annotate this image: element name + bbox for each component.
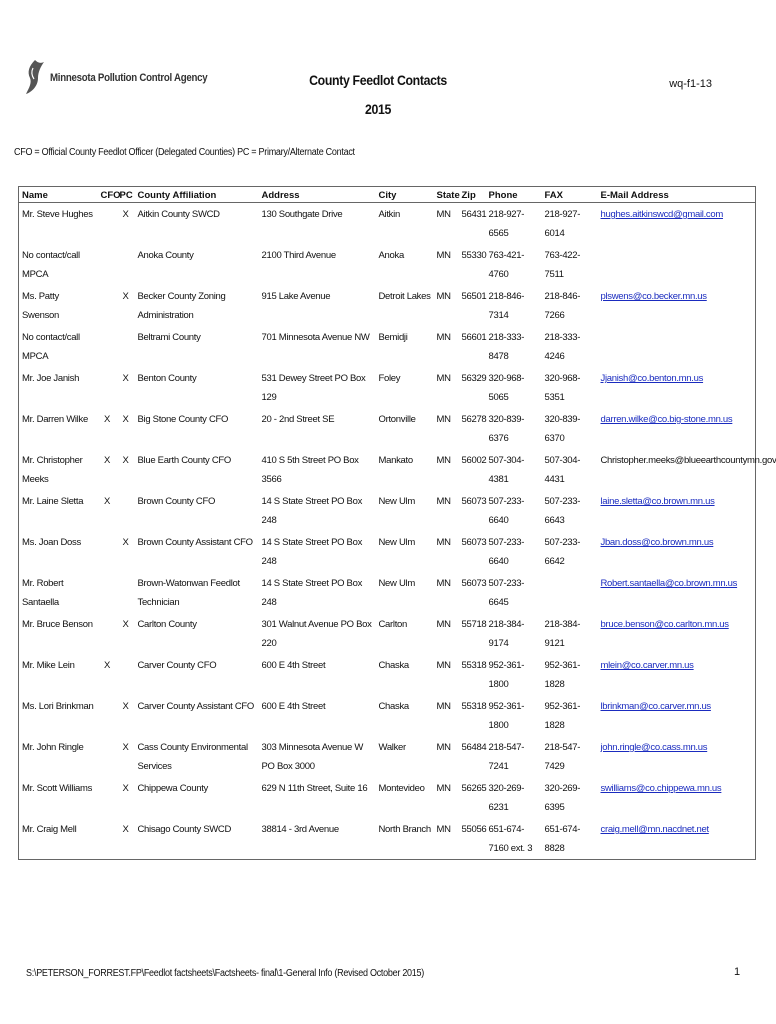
email-link[interactable]: john.ringle@co.cass.mn.us	[600, 742, 708, 753]
state: MN	[436, 250, 451, 261]
contact-name: Ms. Joan Doss	[22, 537, 81, 548]
county-affiliation: Chisago County SWCD	[137, 824, 232, 835]
table-header-row	[19, 187, 756, 203]
email-link[interactable]: lbrinkman@co.carver.mn.us	[600, 701, 711, 712]
fax: 218-333-4246	[544, 332, 581, 362]
state: MN	[436, 824, 451, 835]
email-address	[598, 203, 756, 245]
cfo-flag: X	[103, 496, 111, 507]
email-link[interactable]: bruce.benson@co.carlton.mn.us	[600, 619, 729, 630]
contact-name: Mr. Laine Sletta	[22, 496, 84, 507]
pc-flag: X	[122, 824, 129, 835]
state: MN	[436, 209, 451, 220]
email-address	[598, 408, 756, 449]
county-affiliation: Brown County CFO	[137, 496, 216, 507]
table-row	[19, 367, 756, 408]
phone: 651-674-7160 ext. 3	[488, 824, 533, 854]
pc-flag: X	[122, 455, 129, 466]
email-link[interactable]: Jjanish@co.benton.mn.us	[600, 373, 704, 384]
cfo-flag: X	[103, 660, 111, 671]
address: 600 E 4th Street	[261, 701, 326, 712]
address: 410 S 5th Street PO Box 3566	[261, 455, 359, 485]
zip: 55318	[461, 701, 487, 712]
fax: 320-839-6370	[544, 414, 581, 444]
city: Chaska	[378, 660, 409, 671]
cfo-flag	[98, 736, 117, 777]
city: Montevideo	[378, 783, 425, 794]
county-affiliation: Carver County CFO	[137, 660, 217, 671]
email-link[interactable]: mlein@co.carver.mn.us	[600, 660, 694, 671]
phone: 320-839-6376	[488, 414, 525, 444]
table-row	[19, 695, 756, 736]
zip: 56431	[461, 209, 487, 220]
city: Ortonville	[378, 414, 416, 425]
mpca-logo-icon	[24, 58, 46, 98]
zip: 55056	[461, 824, 487, 835]
table-row	[19, 654, 756, 695]
cfo-flag	[98, 285, 117, 326]
email-address	[598, 285, 756, 326]
phone: 218-547-7241	[488, 742, 525, 772]
email-link[interactable]: darren.wilke@co.big-stone.mn.us	[600, 414, 733, 425]
phone: 952-361-1800	[488, 660, 525, 690]
email-link[interactable]: swilliams@co.chippewa.mn.us	[600, 783, 722, 794]
address: 701 Minnesota Avenue NW	[261, 332, 370, 343]
state: MN	[436, 373, 451, 384]
county-affiliation: Brown County Assistant CFO	[137, 537, 253, 548]
fax: 507-233-6643	[544, 496, 581, 526]
pc-flag: X	[122, 414, 129, 425]
state: MN	[436, 578, 451, 589]
pc-flag	[117, 490, 135, 531]
address: 130 Southgate Drive	[261, 209, 343, 220]
zip: 56329	[461, 373, 487, 384]
email-link[interactable]: Robert.santaella@co.brown.mn.us	[600, 578, 738, 589]
email-link[interactable]: Jban.doss@co.brown.mn.us	[600, 537, 714, 548]
address: 2100 Third Avenue	[261, 250, 336, 261]
zip: 56073	[461, 537, 487, 548]
county-affiliation: Becker County Zoning Administration	[137, 291, 226, 321]
email-address	[598, 613, 756, 654]
column-header: County Affiliation	[135, 187, 259, 203]
fax: 320-968-5351	[544, 373, 581, 403]
state: MN	[436, 455, 451, 466]
agency-name: Minnesota Pollution Control Agency	[50, 72, 208, 84]
address: 915 Lake Avenue	[261, 291, 331, 302]
column-header: State	[434, 187, 459, 203]
contact-name: Mr. Mike Lein	[22, 660, 75, 671]
zip: 55718	[461, 619, 487, 630]
contact-name: Ms. Lori Brinkman	[22, 701, 94, 712]
phone: 507-233-6645	[488, 578, 525, 608]
fax: 952-361-1828	[544, 701, 581, 731]
fax: 763-422-7511	[544, 250, 581, 280]
zip: 56265	[461, 783, 487, 794]
email-address	[598, 777, 756, 818]
email-address	[598, 244, 756, 285]
pc-flag	[117, 654, 135, 695]
email-address	[598, 449, 776, 490]
cfo-flag	[98, 695, 117, 736]
pc-flag	[117, 572, 135, 613]
phone: 218-846-7314	[488, 291, 525, 321]
cfo-flag	[98, 818, 117, 860]
fax: 218-547-7429	[544, 742, 581, 772]
phone: 218-927-6565	[488, 209, 525, 239]
table-row	[19, 244, 756, 285]
title-line: County Feedlot Contacts	[309, 72, 447, 88]
state: MN	[436, 414, 451, 425]
state: MN	[436, 619, 451, 630]
table-row	[19, 531, 756, 572]
fax: 218-927-6014	[544, 209, 581, 239]
city: Foley	[378, 373, 401, 384]
column-header: FAX	[542, 187, 598, 203]
address: 303 Minnesota Avenue W PO Box 3000	[261, 742, 363, 772]
fax: 651-674-8828	[544, 824, 581, 854]
city: New Ulm	[378, 578, 415, 589]
cfo-flag	[98, 613, 117, 654]
zip: 56073	[461, 578, 487, 589]
page-number: 1	[734, 966, 741, 978]
column-header: Name	[19, 187, 98, 203]
county-affiliation: Carlton County	[137, 619, 197, 630]
email-address	[598, 572, 756, 613]
state: MN	[436, 660, 451, 671]
county-affiliation: Cass County Environmental Services	[137, 742, 248, 772]
zip: 56501	[461, 291, 487, 302]
state: MN	[436, 291, 451, 302]
email-address	[598, 326, 756, 367]
pc-flag: X	[122, 619, 129, 630]
phone: 320-269-6231	[488, 783, 525, 813]
city: Anoka	[378, 250, 404, 261]
table-row	[19, 777, 756, 818]
contact-name: Mr. Robert Santaella	[22, 578, 64, 608]
county-affiliation: Blue Earth County CFO	[137, 455, 231, 466]
address: 14 S State Street PO Box 248	[261, 496, 363, 526]
zip: 56073	[461, 496, 487, 507]
phone: 218-384-9174	[488, 619, 525, 649]
email-link[interactable]: hughes.aitkinswcd@gmail.com	[600, 209, 723, 220]
table-row	[19, 285, 756, 326]
title-year: 2015	[364, 101, 391, 117]
pc-flag: X	[122, 209, 129, 220]
contact-name: Mr. Craig Mell	[22, 824, 77, 835]
pc-flag	[117, 326, 135, 367]
column-header: CFO	[98, 187, 117, 203]
pc-flag: X	[122, 291, 129, 302]
city: New Ulm	[378, 496, 415, 507]
table-row	[19, 326, 756, 367]
address: 600 E 4th Street	[261, 660, 326, 671]
state: MN	[436, 742, 451, 753]
county-affiliation: Anoka County	[137, 250, 194, 261]
cfo-flag	[98, 203, 117, 245]
column-header: PC	[117, 187, 135, 203]
fax	[542, 572, 598, 613]
email-address	[598, 531, 756, 572]
zip: 56601	[461, 332, 487, 343]
cfo-flag	[98, 244, 117, 285]
email-link[interactable]: plswens@co.becker.mn.us	[600, 291, 707, 302]
email-link[interactable]: Christopher.meeks@blueearthcountymn.gov	[600, 455, 776, 466]
cfo-flag	[98, 531, 117, 572]
contacts-table	[18, 186, 776, 860]
phone: 763-421-4760	[488, 250, 525, 280]
abbreviation-legend: CFO = Official County Feedlot Officer (Delegated Counties) PC = Primary/Alternate Contact	[14, 147, 355, 158]
cfo-flag	[98, 777, 117, 818]
table-row	[19, 736, 756, 777]
email-link[interactable]: craig.mell@mn.nacdnet.net	[600, 824, 709, 835]
table-row	[19, 818, 756, 860]
email-address	[598, 818, 756, 860]
state: MN	[436, 783, 451, 794]
table-row	[19, 408, 756, 449]
email-address	[598, 736, 756, 777]
pc-flag: X	[122, 537, 129, 548]
county-affiliation: Beltrami County	[137, 332, 201, 343]
county-affiliation: Benton County	[137, 373, 197, 384]
county-affiliation: Brown-Watonwan Feedlot Technician	[137, 578, 240, 608]
city: New Ulm	[378, 537, 415, 548]
phone: 218-333-8478	[488, 332, 525, 362]
email-link[interactable]: laine.sletta@co.brown.mn.us	[600, 496, 715, 507]
county-affiliation: Aitkin County SWCD	[137, 209, 220, 220]
fax: 218-384-9121	[544, 619, 581, 649]
county-affiliation: Carver County Assistant CFO	[137, 701, 254, 712]
agency-logo	[24, 58, 229, 98]
contact-name: Mr. John Ringle	[22, 742, 84, 753]
zip: 55318	[461, 660, 487, 671]
cfo-flag	[98, 367, 117, 408]
email-address	[598, 490, 756, 531]
fax: 952-361-1828	[544, 660, 581, 690]
column-header: City	[376, 187, 434, 203]
phone: 507-233-6640	[488, 496, 525, 526]
city: Walker	[378, 742, 406, 753]
pc-flag	[117, 244, 135, 285]
city: Detroit Lakes	[378, 291, 431, 302]
table-row	[19, 490, 756, 531]
contact-name: Mr. Darren Wilke	[22, 414, 88, 425]
address: 20 - 2nd Street SE	[261, 414, 335, 425]
table-row	[19, 572, 756, 613]
page-title	[274, 66, 482, 124]
column-header: Phone	[486, 187, 542, 203]
pc-flag: X	[122, 783, 129, 794]
document-number: wq-f1-13	[669, 78, 712, 90]
cfo-flag: X	[103, 414, 111, 425]
column-header: Zip	[459, 187, 486, 203]
zip: 56002	[461, 455, 487, 466]
cfo-flag: X	[103, 455, 111, 466]
fax: 507-304-4431	[544, 455, 581, 485]
zip: 56278	[461, 414, 487, 425]
contact-name: No contact/call MPCA	[22, 332, 80, 362]
fax: 218-846-7266	[544, 291, 581, 321]
table-row	[19, 203, 756, 245]
address: 38814 - 3rd Avenue	[261, 824, 339, 835]
zip: 55330	[461, 250, 487, 261]
phone: 952-361-1800	[488, 701, 525, 731]
column-header: E-Mail Address	[598, 187, 756, 203]
file-path-footer: S:\PETERSON_FORREST.FP\Feedlot factsheets\Factsheets- final\1-General Info (Revised October 2015)	[26, 968, 424, 979]
county-affiliation: Chippewa County	[137, 783, 208, 794]
state: MN	[436, 332, 451, 343]
column-header: Address	[259, 187, 376, 203]
pc-flag: X	[122, 742, 129, 753]
phone: 507-233-6640	[488, 537, 525, 567]
email-address	[598, 654, 756, 695]
contact-name: Mr. Christopher Meeks	[22, 455, 83, 485]
contact-name: Mr. Steve Hughes	[22, 209, 93, 220]
cfo-flag	[98, 326, 117, 367]
contact-name: Mr. Joe Janish	[22, 373, 80, 384]
contact-name: No contact/call MPCA	[22, 250, 80, 280]
address: 531 Dewey Street PO Box 129	[261, 373, 366, 403]
email-address	[598, 367, 756, 408]
city: Bemidji	[378, 332, 408, 343]
contact-name: Mr. Bruce Benson	[22, 619, 93, 630]
email-address	[598, 695, 756, 736]
fax: 320-269-6395	[544, 783, 581, 813]
contact-name: Mr. Scott Williams	[22, 783, 93, 794]
fax: 507-233-6642	[544, 537, 581, 567]
city: Chaska	[378, 701, 409, 712]
contact-name: Ms. Patty Swenson	[22, 291, 59, 321]
state: MN	[436, 701, 451, 712]
table-row	[19, 449, 756, 490]
address: 14 S State Street PO Box 248	[261, 578, 363, 608]
table-row	[19, 613, 756, 654]
city: Aitkin	[378, 209, 400, 220]
cfo-flag	[98, 572, 117, 613]
address: 14 S State Street PO Box 248	[261, 537, 363, 567]
address: 301 Walnut Avenue PO Box 220	[261, 619, 372, 649]
phone: 507-304-4381	[488, 455, 525, 485]
city: Mankato	[378, 455, 413, 466]
pc-flag: X	[122, 373, 129, 384]
state: MN	[436, 537, 451, 548]
table-body	[19, 203, 776, 860]
city: North Branch	[378, 824, 431, 835]
pc-flag: X	[122, 701, 129, 712]
county-affiliation: Big Stone County CFO	[137, 414, 229, 425]
phone: 320-968-5065	[488, 373, 525, 403]
address: 629 N 11th Street, Suite 16	[261, 783, 368, 794]
zip: 56484	[461, 742, 487, 753]
state: MN	[436, 496, 451, 507]
city: Carlton	[378, 619, 408, 630]
